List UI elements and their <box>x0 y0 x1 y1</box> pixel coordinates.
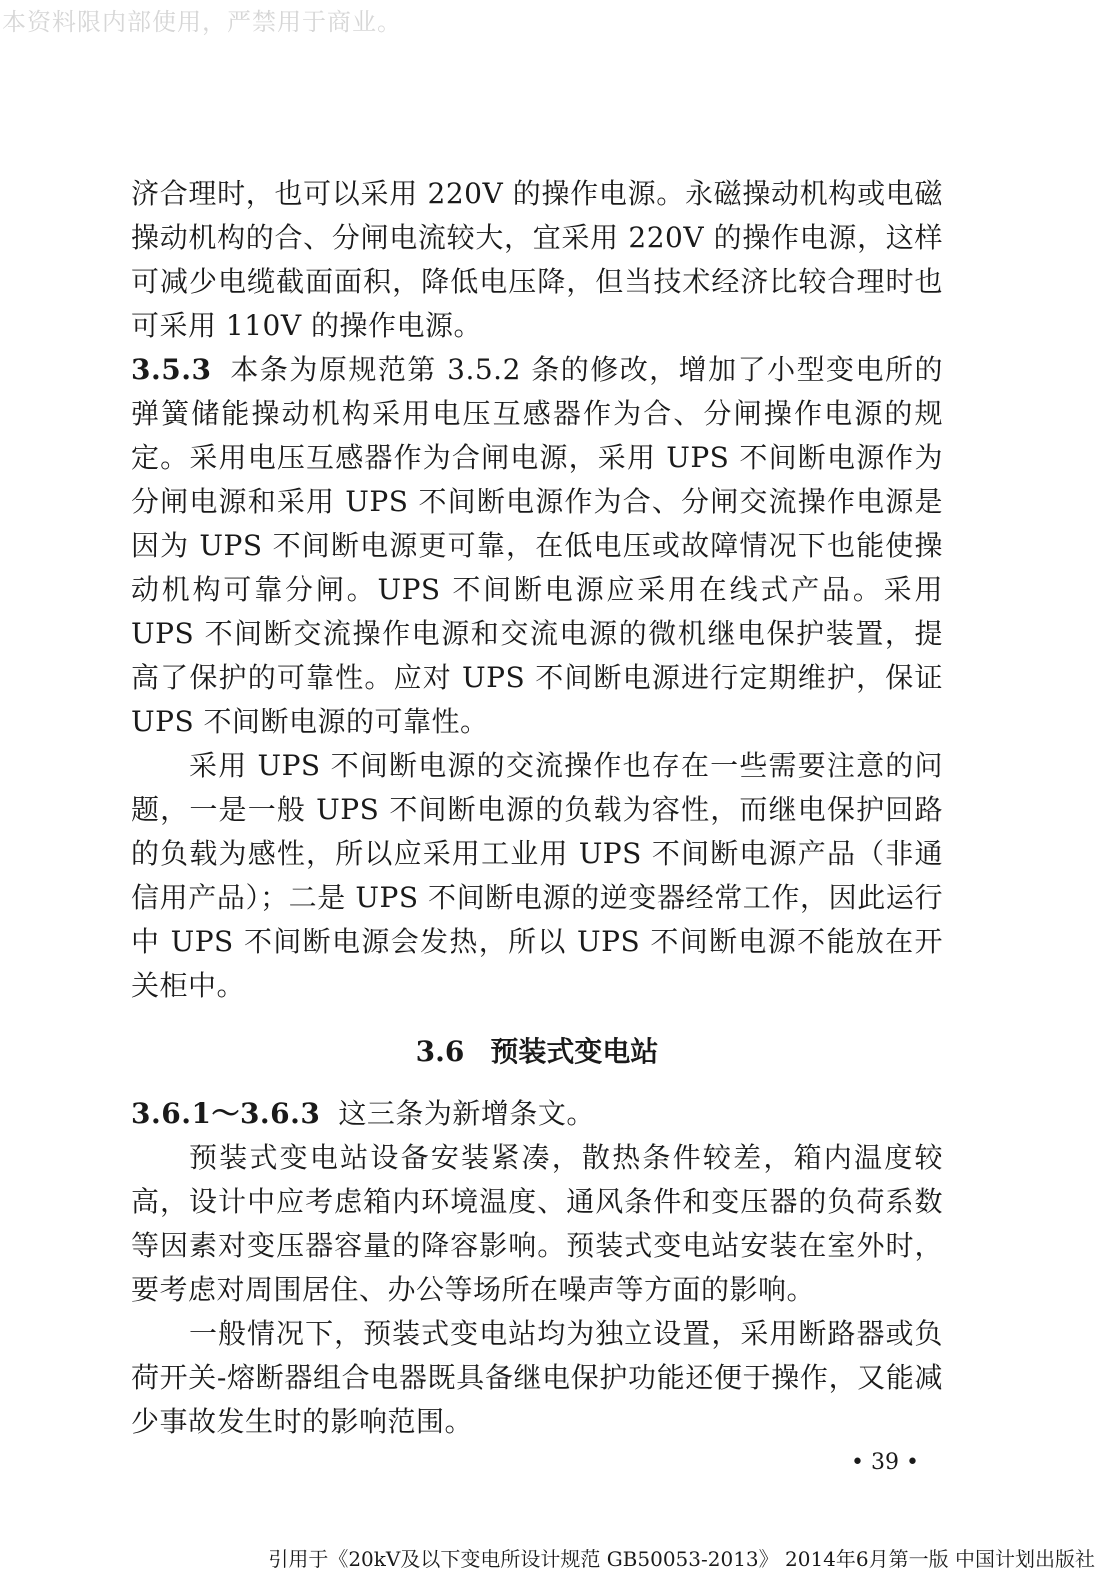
paragraph-text: 济合理时，也可以采用 220V 的操作电源。永磁操动机构或电磁操动机构的合、分闸电流较大，宜采用 220V 的操作电源，这样可减少电缆截面面积，降低电压降，但当技术经济比较合理时也可采用 110V 的操作电源。 <box>131 177 943 342</box>
clause-3-6-1-3 <box>131 1092 943 1136</box>
clause-3-5-3 <box>131 348 943 744</box>
section-title: 预装式变电站 <box>490 1035 659 1068</box>
paragraph-prefab-protection <box>131 1312 943 1444</box>
section-number: 3.6 <box>415 1035 465 1068</box>
clause-text: 这三条为新增条文。 <box>338 1097 595 1130</box>
clause-number: 3.5.3 <box>131 353 212 386</box>
section-heading <box>131 1030 943 1074</box>
paragraph-ups-issues <box>131 744 943 1008</box>
page-number: • 39 • <box>851 1450 919 1475</box>
paragraph-continuation <box>131 172 943 348</box>
paragraph-prefab-cooling <box>131 1136 943 1312</box>
paragraph-text: 采用 UPS 不间断电源的交流操作也存在一些需要注意的问题，一是一般 UPS 不间断电源的负载为容性，而继电保护回路的负载为感性，所以应采用工业用 UPS 不间断电源产品（非通信用产品）；二是 UPS 不间断电源的逆变器经常工作，因此运行中 UPS 不间断电源会发热，所以 UPS 不间断电源不能放在开关柜中。 <box>131 749 943 1002</box>
clause-text: 本条为原规范第 3.5.2 条的修改，增加了小型变电所的弹簧储能操动机构采用电压互感器作为合、分闸操作电源的规定。采用电压互感器作为合闸电源，采用 UPS 不间断电源作为分闸电源和采用 UPS 不间断电源作为合、分闸交流操作电源是因为 UPS 不间断电源更可靠，在低电压或故障情况下也能使操动机构可靠分闸。UPS 不间断电源应采用在线式产品。采用 UPS 不间断交流操作电源和交流电源的微机继电保护装置，提高了保护的可靠性。应对 UPS 不间断电源进行定期维护，保证 UPS 不间断电源的可靠性。 <box>131 353 943 738</box>
citation-footer: 引用于《20kV及以下变电所设计规范 GB50053-2013》 2014年6月第一版 中国计划出版社 <box>268 1547 1095 1571</box>
page-body <box>131 172 943 1444</box>
watermark-text: 本资料限内部使用，严禁用于商业。 <box>2 8 402 36</box>
clause-number: 3.6.1～3.6.3 <box>131 1097 321 1130</box>
paragraph-text: 预装式变电站设备安装紧凑，散热条件较差，箱内温度较高，设计中应考虑箱内环境温度、通风条件和变压器的负荷系数等因素对变压器容量的降容影响。预装式变电站安装在室外时，要考虑对周围居住、办公等场所在噪声等方面的影响。 <box>131 1141 943 1306</box>
paragraph-text: 一般情况下，预装式变电站均为独立设置，采用断路器或负荷开关-熔断器组合电器既具备继电保护功能还便于操作，又能减少事故发生时的影响范围。 <box>131 1317 943 1438</box>
